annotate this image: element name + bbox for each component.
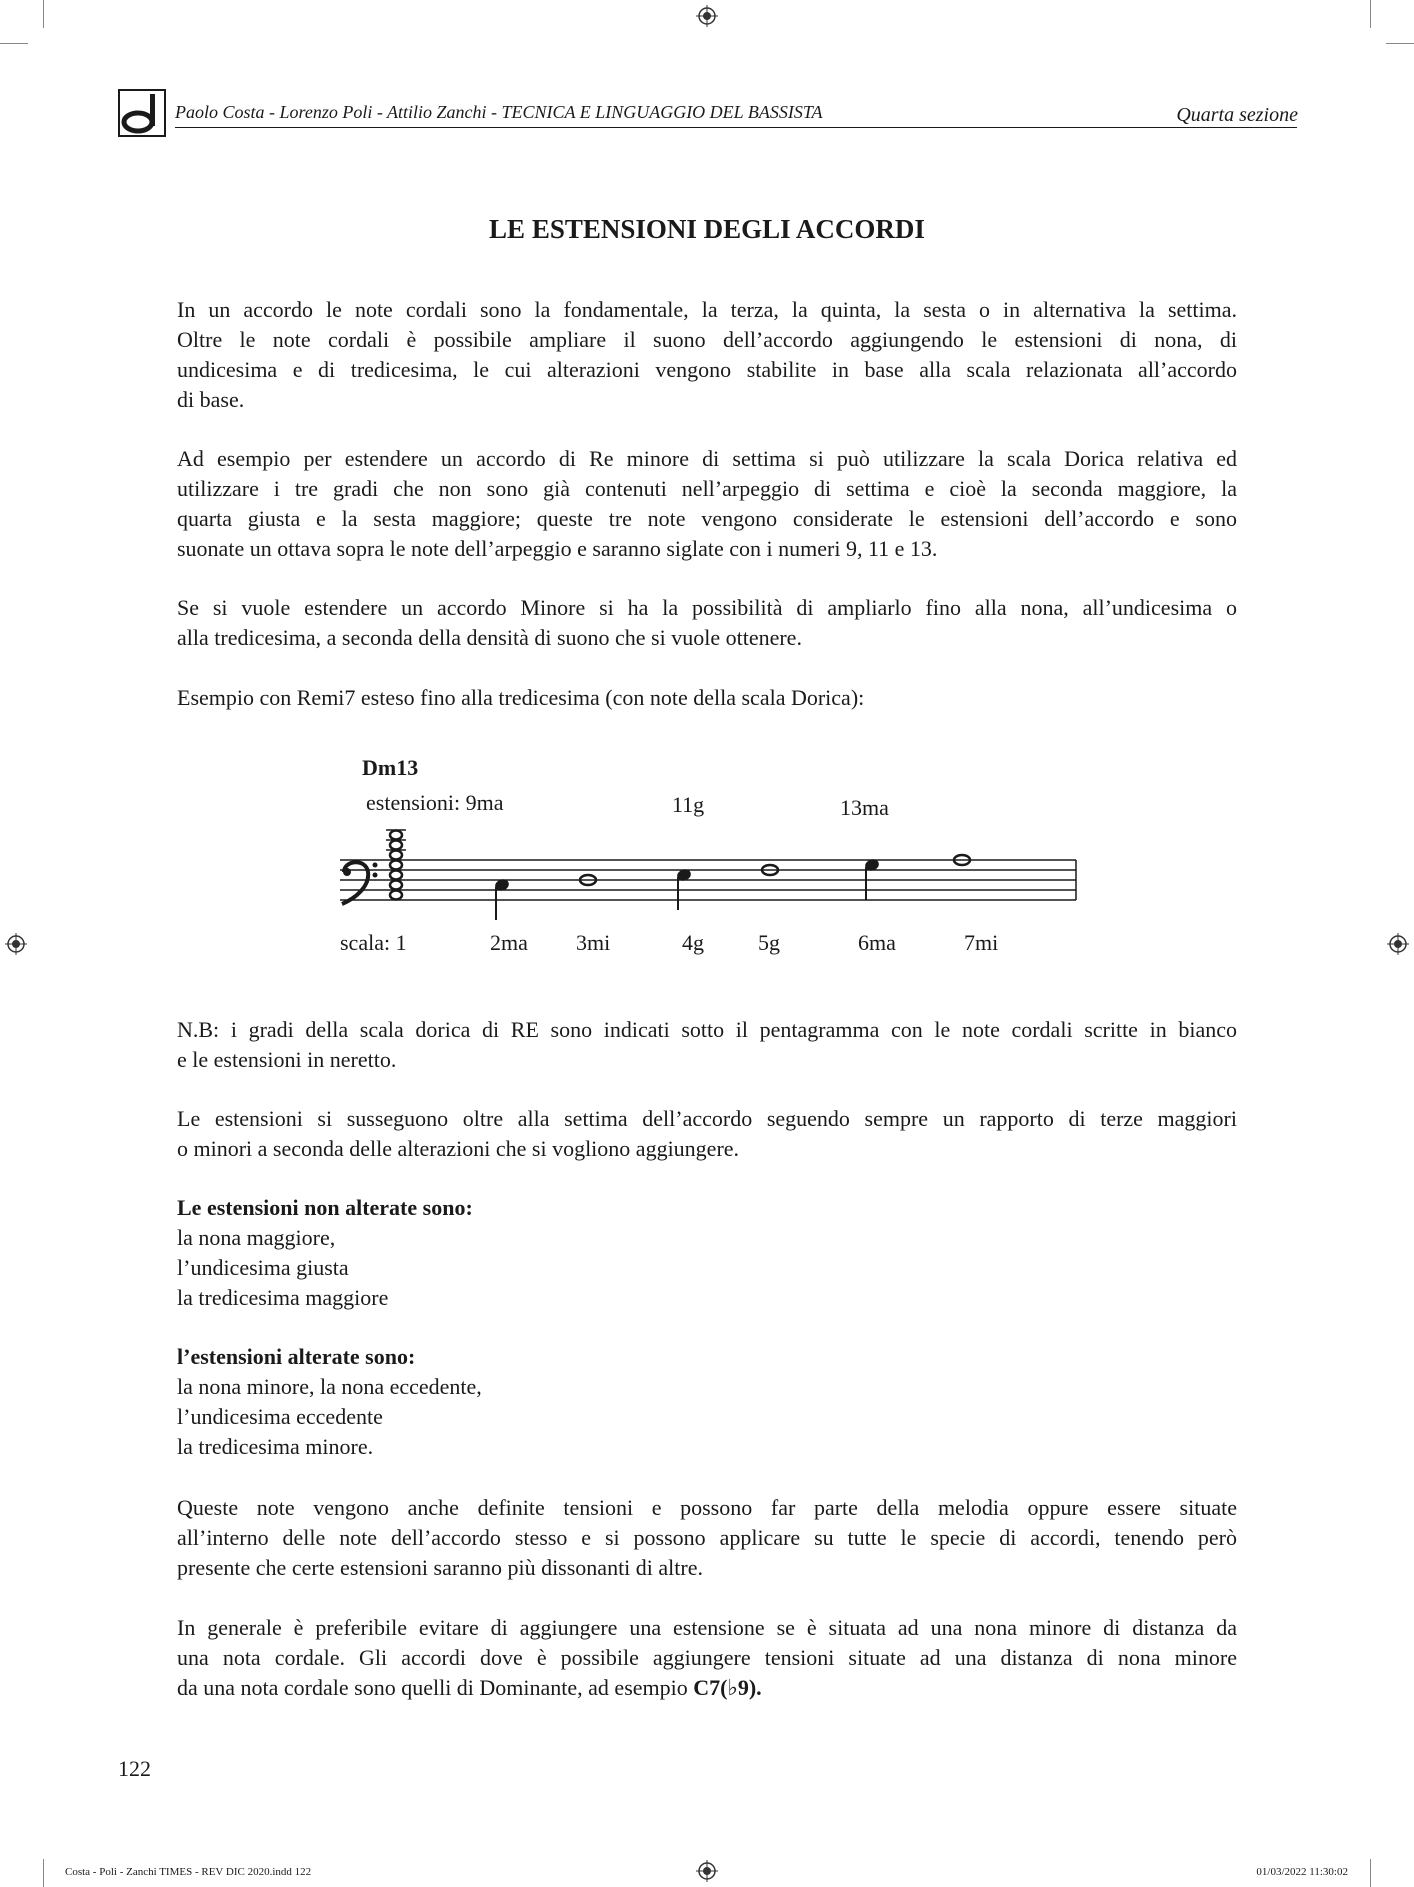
paragraph-intro <box>177 295 1237 415</box>
scale-degree-label: scala: 1 <box>340 930 407 955</box>
list-item: l’undicesima giusta <box>177 1255 349 1280</box>
chord-example: C7(♭9). <box>693 1675 762 1700</box>
text-line <box>177 1673 1237 1703</box>
text-line: una nota cordale. Gli accordi dove è possibile aggiungere tensioni situate ad una distanza di nona minore <box>177 1645 1237 1670</box>
list-heading: Le estensioni non alterate sono: <box>177 1195 473 1220</box>
paragraph-general <box>177 1613 1237 1703</box>
crop-mark <box>43 1859 44 1887</box>
paragraph-example-intro <box>177 683 1237 713</box>
registration-mark-icon <box>5 933 27 955</box>
scale-degree-label: 7mi <box>964 930 999 955</box>
list-item: la nona minore, la nona eccedente, <box>177 1374 482 1399</box>
paragraph-example <box>177 444 1237 564</box>
scale-degree-label: 2ma <box>490 930 528 955</box>
paragraph-succession <box>177 1104 1237 1164</box>
crop-mark <box>43 0 44 28</box>
text-line: presente che certe estensioni saranno più dissonanti di altre. <box>177 1555 703 1580</box>
scale-degree-label: 5g <box>758 930 780 955</box>
crop-mark <box>0 43 28 44</box>
scale-degree-label: 6ma <box>858 930 896 955</box>
footer-date: 01/03/2022 11:30:02 <box>1256 1866 1348 1878</box>
registration-mark-icon <box>1387 933 1409 955</box>
page-number: 122 <box>118 1756 151 1781</box>
running-header-section: Quarta sezione <box>1176 104 1298 126</box>
text-line: di base. <box>177 387 245 412</box>
paragraph-tensions <box>177 1493 1237 1583</box>
text-line: N.B: i gradi della scala dorica di RE sono indicati sotto il pentagramma con le note cordali scritte in bianco <box>177 1017 1237 1042</box>
text-segment: da una nota cordale sono quelli di Dominante, ad esempio <box>177 1675 694 1700</box>
text-line: In generale è preferibile evitare di aggiungere una estensione se è situata ad una nona minore di distanza da <box>177 1615 1237 1640</box>
chord-stack <box>386 830 406 900</box>
text-line: utilizzare i tre gradi che non sono già contenuti nell’arpeggio di settima e cioè la seconda maggiore, la <box>177 476 1237 501</box>
text-line: suonate un ottava sopra le note dell’arpeggio e saranno siglate con i numeri 9, 11 e 13. <box>177 536 938 561</box>
text-line: In un accordo le note cordali sono la fondamentale, la terza, la quinta, la sesta o in alternativa la settima. <box>177 297 1237 322</box>
text-line: undicesima e di tredicesima, le cui alterazioni vengono stabilite in base alla scala relazionata all’accordo <box>177 357 1237 382</box>
text-line: Esempio con Remi7 esteso fino alla tredicesima (con note della scala Dorica): <box>177 685 865 710</box>
music-notation-example <box>320 750 1100 970</box>
list-item: l’undicesima eccedente <box>177 1404 383 1429</box>
text-line: Queste note vengono anche definite tensioni e possono far parte della melodia oppure essere situate <box>177 1495 1237 1520</box>
text-line: o minori a seconda delle alterazioni che si vogliono aggiungere. <box>177 1136 740 1161</box>
text-line: alla tredicesima, a seconda della densità di suono che si vuole ottenere. <box>177 625 802 650</box>
scale-degree-label: 4g <box>682 930 704 955</box>
paragraph-note <box>177 1015 1237 1075</box>
text-line: quarta giusta e la sesta maggiore; queste tre note vengono considerate le estensioni dell’accordo e sono <box>177 506 1237 531</box>
publisher-logo-icon <box>118 89 166 137</box>
scale-degree-label: 3mi <box>576 930 611 955</box>
list-item: la tredicesima maggiore <box>177 1285 389 1310</box>
footer-file-info: Costa - Poli - Zanchi TIMES - REV DIC 2020.indd 122 <box>65 1866 312 1878</box>
header-rule <box>175 127 1297 128</box>
running-header-authors: Paolo Costa - Lorenzo Poli - Attilio Zanchi - TECNICA E LINGUAGGIO DEL BASSISTA <box>175 102 823 122</box>
chord-symbol: Dm13 <box>362 755 419 780</box>
paragraph-minor <box>177 593 1237 653</box>
page-title: LE ESTENSIONI DEGLI ACCORDI <box>489 214 925 244</box>
text-line: all’interno delle note dell’accordo stesso e si possono applicare su tutte le specie di accordi, tenendo però <box>177 1525 1237 1550</box>
extension-label: estensioni: 9ma <box>366 790 504 815</box>
scale-notes <box>495 855 970 920</box>
registration-mark-icon <box>696 5 718 27</box>
text-line: Le estensioni si susseguono oltre alla settima dell’accordo seguendo sempre un rapporto di terze maggiori <box>177 1106 1237 1131</box>
registration-mark-icon <box>696 1860 718 1882</box>
extension-label: 13ma <box>840 795 889 820</box>
extension-label: 11g <box>672 792 705 817</box>
list-item: la nona maggiore, <box>177 1225 336 1250</box>
text-line: Se si vuole estendere un accordo Minore si ha la possibilità di ampliarlo fino alla nona, all’undicesima o <box>177 595 1237 620</box>
crop-mark <box>1386 43 1414 44</box>
list-item: la tredicesima minore. <box>177 1434 374 1459</box>
list-non-altered <box>177 1193 1237 1313</box>
bass-clef-icon <box>342 862 378 904</box>
crop-mark <box>1370 1859 1371 1887</box>
list-altered <box>177 1342 1237 1462</box>
text-line: Ad esempio per estendere un accordo di Re minore di settima si può utilizzare la scala Dorica relativa ed <box>177 446 1237 471</box>
list-heading: l’estensioni alterate sono: <box>177 1344 416 1369</box>
crop-mark <box>1370 0 1371 28</box>
text-line: e le estensioni in neretto. <box>177 1047 397 1072</box>
text-line: Oltre le note cordali è possibile ampliare il suono dell’accordo aggiungendo le estensioni di nona, di <box>177 327 1237 352</box>
bass-staff <box>320 820 1100 930</box>
